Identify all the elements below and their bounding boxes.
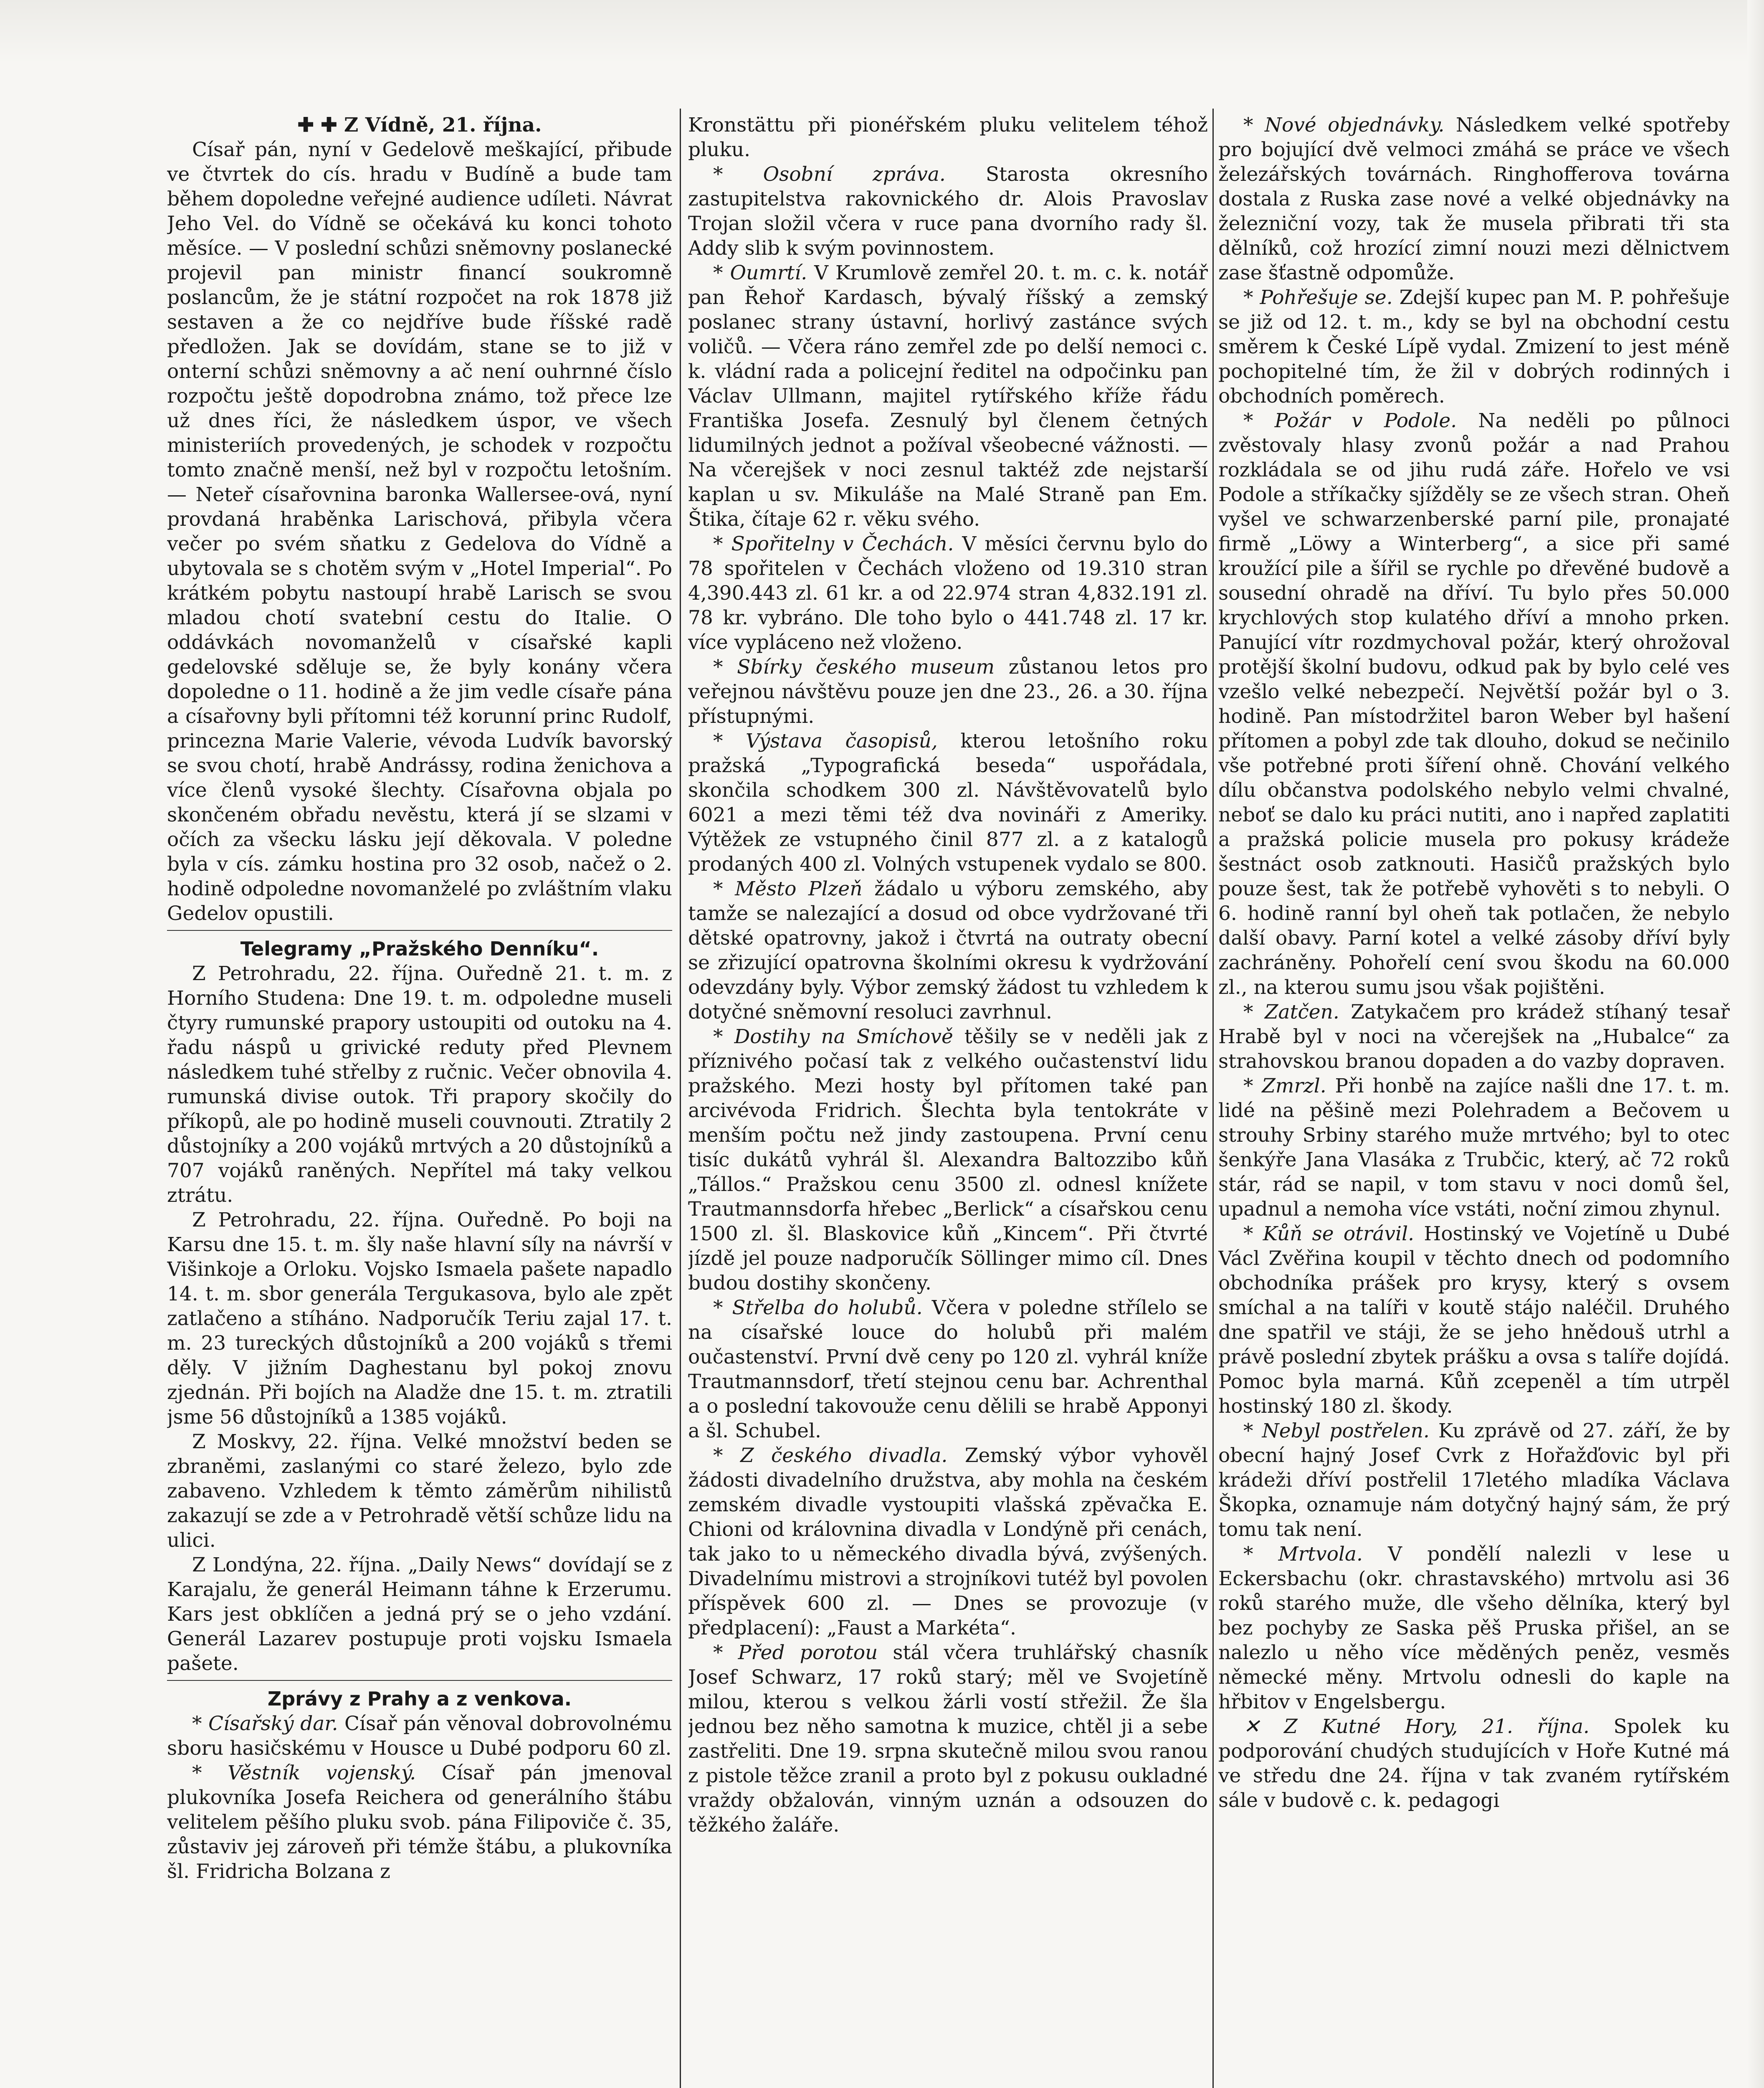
news-item: * Spořitelny v Čechách. V měsíci červnu bylo do 78 spořitelen v Čechách vloženo od 19.310 stran 4,390.443 zl. 61 kr. a od 22.974 stran 4,832.191 zl. 78 kr. vybráno. Dle toho bylo o 441.748 zl. 17 kr. více vypláceno než vloženo.: [688, 532, 1208, 654]
news-item-text: Následkem velké spotřeby pro bojující dvě velmoci zmáhá se práce ve všech železářských továrnách. Ringhofferova továrna dostala z Ruska zase nové a velké objednávky na železniční vozy, tak že musela přibrati tři sta dělníků, což hrozící zimní nouzi mezi dělnictvem zase šťastně odpomůže.: [1218, 114, 1730, 284]
news-item-title: Věstník vojenský.: [228, 1761, 416, 1784]
news-item-text: Včera v poledne střílelo se na císařské louce do holubů při malém oučastenství. První dvě ceny po 120 zl. vyhrál kníže Trautmannsdorf, třetí stejnou cenu bar. Achrenthal a o poslední takovouže cenu dělili se hrabě Apponyi a šl. Schubel.: [688, 1296, 1208, 1442]
news-item: * Věstník vojenský. Císař pán jmenoval plukovníka Josefa Reichera od generálního štábu velitelem pěšího pluku svob. pána Filipoviče č. 35, zůstaviv jej zároveň při témže štábu, a plukovníka šl. Fridricha Bolzana z: [167, 1761, 672, 1883]
news-item-text: Zemský výbor vyhověl žádosti divadelního družstva, aby mohla na českém zemském divadle vystoupiti vlašská zpěvačka E. Chioni od královnina divadla v Londýně při cenách, tak jako to u německého divadla bývá, zvýšených. Divadelnímu mistrovi a strojníkovi tutéž byl povolen příspěvek 600 zl. — Dnes se provozuje (v předplacení): „Faust a Markéta“.: [688, 1444, 1208, 1639]
column-left: [167, 113, 672, 2088]
news-item: * Město Plzeň žádalo u výboru zemského, aby tamže se nalezající a dosud od obce vydržované tři dětské opatrovny, jakož i čtvrtá na outraty obecní se zřizující opatrovna školními okresu k vydržování odevzdány byly. Výbor zemský žádost tu vzhledem k dotyčné sněmovní resoluci zavrhnul.: [688, 877, 1208, 1024]
news-item-title: Dostihy na Smíchově: [734, 1025, 953, 1048]
news-item: * Před porotou stál včera truhlářský chasník Josef Schwarz, 17 roků starý; měl ve Svojetíně milou, kterou s velkou žárli vostí střežil. Že šla jednou bez něho samotna k muzice, chtěl ji a sebe zastřeliti. Dne 19. srpna skutečně milou svou ranou z pistole těžce zranil a proto byl z pokusu oukladné vraždy obžalován, vinným uznán a odsouzen do těžkého žaláře.: [688, 1641, 1208, 1837]
news-item-title: Nové objednávky.: [1264, 114, 1445, 137]
column-rule: [680, 109, 681, 2088]
news-item: * Zatčen. Zatykačem pro krádež stíhaný tesař Hrabě byl v noci na včerejšek na „Hubalce“ za strahovskou branou dopaden a do vazby dopraven.: [1218, 1001, 1730, 1073]
news-item-title: Město Plzeň: [735, 877, 863, 900]
news-item-text: V měsíci červnu bylo do 78 spořitelen v Čechách vloženo od 19.310 stran 4,390.443 zl. 61 kr. a od 22.974 stran 4,832.191 zl. 78 kr. vybráno. Dle toho bylo o 441.748 zl. 17 kr. více vypláceno než vloženo.: [688, 532, 1208, 654]
news-item-title: Výstava časopisů,: [745, 730, 938, 753]
telegram-item: Z Moskvy, 22. října. Velké množství beden se zbraněmi, zaslanými co staré železo, bylo zde zabaveno. Vzhledem k těmto záměrům nihilistů zakazují se zde a v Petrohradě větší schůze lidu na ulici.: [167, 1430, 672, 1552]
news-item-title: Požár v Podole.: [1274, 409, 1457, 432]
news-item-title: Sbírky českého museum: [737, 656, 995, 679]
news-item-text: Na neděli po půlnoci zvěstovaly hlasy zvonů požár a nad Prahou rozkládala se od jihu rudá záře. Hořelo ve vsi Podole a stříkačky sjížděly se ze všech stran. Oheň vyšel ve schwarzenberské parní pile, pronajaté firmě „Löwy a Winterberg“, a sice při samé kroužící pile a šířil se rychle po dřevěné budově a sousední ohradě na dříví. Tu bylo přes 50.000 krychlových stop kulatého dříví a mnoho prken. Panující vítr rozdmychoval požár, který ohrožoval protější školní budovu, odkud pak by bylo celé ves vzešlo velké nebezpečí. Největší požár byl o 3. hodině. Pan místodržitel baron Weber byl hašení přítomen a pobyl zde tak dlouho, dokud se nečinilo vše potřebné proti šíření ohně. Chování velkého dílu občanstva podolského nebylo velmi chvalné, neboť se dalo ku práci nutiti, ano i napřed zaplatiti a pražská policie musela pro pokusy krádeže šestnáct osob zatknouti. Hasičů pražských bylo pouze šest, tak že potřebě vyhověti s to nebyli. O 6. hodině ranní byl oheň tak potlačen, že nebylo další obavy. Parní kotel a velké zásoby dříví byly zachráněny. Pohořelí cení svou škodu na 60.000 zl., na kterou sumu jsou však pojištěni.: [1218, 409, 1730, 999]
news-item: * Mrtvola. V pondělí nalezli v lese u Eckersbachu (okr. chrastavského) mrtvolu asi 36 roků starého muže, dle všeho dělníka, který byl bez pochyby ze Saska pěš Pruska přišel, an se nalezlo u něho více měděných peněz, vesměs německé měny. Mrtvolu odnesli do kaple na hřbitov v Engelsbergu.: [1218, 1543, 1730, 1713]
news-item: * Císařský dar. Císař pán věnoval dobrovolnému sboru hasičskému v Housce u Dubé podporu 60 zl.: [167, 1712, 672, 1760]
news-item-text: žádalo u výboru zemského, aby tamže se nalezající a dosud od obce vydržované tři dětské opatrovny, jakož i čtvrtá na outraty obecní se zřizující opatrovna školními okresu k vydržování odevzdány byly. Výbor zemský žádost tu vzhledem k dotyčné sněmovní resoluci zavrhnul.: [688, 877, 1208, 1024]
news-item-title: Zatčen.: [1264, 1001, 1339, 1024]
news-item-title: Osobní zpráva.: [763, 163, 946, 186]
news-item: * Požár v Podole. Na neděli po půlnoci zvěstovaly hlasy zvonů požár a nad Prahou rozkládala se od jihu rudá záře. Hořelo ve vsi Podole a stříkačky sjížděly se ze všech stran. Oheň vyšel ve schwarzenberské parní pile, pronajaté firmě „Löwy a Winterberg“, a sice při samé kroužící pile a šířil se rychle po dřevěné budově a sousední ohradě na dříví. Tu bylo přes 50.000 krychlových stop kulatého dříví a mnoho prken. Panující vítr rozdmychoval požár, který ohrožoval protější školní budovu, odkud pak by bylo celé ves vzešlo velké nebezpečí. Největší požár byl o 3. hodině. Pan místodržitel baron Weber byl hašení přítomen a pobyl zde tak dlouho, dokud se nečinilo vše potřebné proti šíření ohně. Chování velkého dílu občanstva podolského nebylo velmi chvalné, neboť se dalo ku práci nutiti, ano i napřed zaplatiti a pražská policie musela pro pokusy krádeže šestnáct osob zatknouti. Hasičů pražských bylo pouze šest, tak že potřebě vyhověti s to nebyli. O 6. hodině ranní byl oheň tak potlačen, že nebylo další obavy. Parní kotel a velké zásoby dříví byly zachráněny. Pohořelí cení svou škodu na 60.000 zl., na kterou sumu jsou však pojištěni.: [1218, 409, 1730, 999]
news-item-text: Zatykačem pro krádež stíhaný tesař Hrabě byl v noci na včerejšek na „Hubalce“ za strahovskou branou dopaden a do vazby dopraven.: [1218, 1001, 1730, 1073]
news-item-text: Starosta okresního zastupitelstva rakovnického dr. Alois Pravoslav Trojan složil včera v ruce pana dvorního rady šl. Addy slib k svým povinnostem.: [688, 163, 1208, 260]
scan-edge: [1747, 0, 1764, 2088]
news-item: * Z českého divadla. Zemský výbor vyhověl žádosti divadelního družstva, aby mohla na českém zemském divadle vystoupiti vlašská zpěvačka E. Chioni od královnina divadla v Londýně při cenách, tak jako to u německého divadla bývá, zvýšených. Divadelnímu mistrovi a strojníkovi tutéž byl povolen příspěvek 600 zl. — Dnes se provozuje (v předplacení): „Faust a Markéta“.: [688, 1444, 1208, 1639]
section-heading-telegrams: Telegramy „Pražského Denníku“.: [240, 938, 599, 960]
news-item-text: V Krumlově zemřel 20. t. m. c. k. notář pan Řehoř Kardasch, bývalý říšský a zemský poslanec strany ústavní, horlivý zastánce svých voličů. — Včera ráno zemřel zde po delší nemoci c. k. vládní rada a policejní ředitel na odpočinku pan Václav Ullmann, majitel rytířského kříže řádu Františka Josefa. Zesnulý byl členem četných lidumilných jednot a požíval všeobecné vážnosti. — Na včerejšek v noci zesnul taktéž zde nejstarší kaplan u sv. Mikuláše na Malé Straně pan Em. Štika, čítaje 62 r. věku svého.: [688, 261, 1208, 531]
telegram-item: Z Londýna, 22. října. „Daily News“ dovídají se z Karajalu, že generál Heimann táhne k Erzerumu. Kars jest obklíčen a jedná prý se o jeho vzdání. Generál Lazarev postupuje proti vojsku Ismaela pašete.: [167, 1553, 672, 1675]
scan-edge: [0, 0, 1764, 63]
news-item-title: Spořitelny v Čechách.: [731, 532, 954, 555]
news-item: * Střelba do holubů. Včera v poledne střílelo se na císařské louce do holubů při malém oučastenství. První dvě ceny po 120 zl. vyhrál kníže Trautmannsdorf, třetí stejnou cenu bar. Achrenthal a o poslední takovouže cenu dělili se hrabě Apponyi a šl. Schubel.: [688, 1296, 1208, 1442]
news-item-title: Pohřešuje se.: [1260, 286, 1393, 309]
news-item-text: Při honbě na zajíce našli dne 17. t. m. lidé na pěšině mezi Polehradem a Bečovem u strouhy Srbiny starého muže mrtvého; byl to otec šenkýře Jana Vlasáka z Trubčic, který, ač 72 roků stár, rád se napil, v tom stavu v noci domů šel, upadnul a nemoha více vstáti, noční zimou zhynul.: [1218, 1074, 1730, 1221]
news-item-text: Spolek ku podporování chudých studujících v Hoře Kutné má ve středu dne 24. října v tak zvaném rytířském sále v budově c. k. pedagogi: [1218, 1715, 1730, 1812]
news-item: * Kůň se otrávil. Hostinský ve Vojetíně u Dubé Václ Zvěřina koupil v těchto dnech od podomního obchodníka prášek pro krysy, který s ovsem smíchal a na talíři v koutě stájo naléčil. Druhého dne spatřil ve stáji, že se jeho hnědouš utrhl a právě poslední zbytek prášku a ovsa s talíře dojídá. Pomoc byla marná. Kůň zcepeněl a tím utrpěl hostinský 180 zl. škody.: [1218, 1222, 1730, 1418]
news-item-text: těšily se v neděli jak z příznivého počasí tak z velkého oučastenství lidu pražského. Mezi hosty byl přítomen také pan arcivévoda Fridrich. Šlechta byla tentokráte v menším počtu než jindy zastoupena. První cenu tisíc dukátů vyhrál šl. Alexandra Baltozzibo kůň „Tállos.“ Pražskou cenu 3500 zl. odnesl knížete Trautmannsdorfa hřebec „Berlick“ a císařskou cenu 1500 zl. šl. Blaskovice kůň „Kincem“. Při čtvrté jízdě jel pouze nadporučík Söllinger mimo cíl. Dnes budou dostihy skončeny.: [688, 1025, 1208, 1295]
news-item: * Oumrtí. V Krumlově zemřel 20. t. m. c. k. notář pan Řehoř Kardasch, bývalý říšský a zemský poslanec strany ústavní, horlivý zastánce svých voličů. — Včera ráno zemřel zde po delší nemoci c. k. vládní rada a policejní ředitel na odpočinku pan Václav Ullmann, majitel rytířského kříže řádu Františka Josefa. Zesnulý byl členem četných lidumilných jednot a požíval všeobecné vážnosti. — Na včerejšek v noci zesnul taktéž zde nejstarší kaplan u sv. Mikuláše na Malé Straně pan Em. Štika, čítaje 62 r. věku svého.: [688, 261, 1208, 531]
news-item: * Pohřešuje se. Zdejší kupec pan M. P. pohřešuje se již od 12. t. m., kdy se byl na obchodní cestu směrem k České Lípě vydal. Zmizení to jest méně pochopitelné tím, že žil v dobrých rodinných i obchodních poměrech.: [1218, 286, 1730, 408]
news-item: * Výstava časopisů, kterou letošního roku pražská „Typografická beseda“ uspořádala, skončila schodkem 300 zl. Návštěvovatelů bylo 6021 a mezi těmi též dva novináři z Ameriky. Výtěžek ze vstupného činil 877 zl. a z katalogů prodaných 400 zl. Volných vstupenek vydalo se 800.: [688, 730, 1208, 876]
news-item-text: stál včera truhlářský chasník Josef Schwarz, 17 roků starý; měl ve Svojetíně milou, kterou s velkou žárli vostí střežil. Že šla jednou bez něho samotna k muzice, chtěl ji a sebe zastřeliti. Dne 19. srpna skutečně milou svou ranou z pistole těžce zranil a proto byl z pokusu oukladné vraždy obžalován, vinným uznán a odsouzen do těžkého žaláře.: [688, 1641, 1208, 1837]
news-item: * Zmrzl. Při honbě na zajíce našli dne 17. t. m. lidé na pěšině mezi Polehradem a Bečovem u strouhy Srbiny starého muže mrtvého; byl to otec šenkýře Jana Vlasáka z Trubčic, který, ač 72 roků stár, rád se napil, v tom stavu v noci domů šel, upadnul a nemoha více vstáti, noční zimou zhynul.: [1218, 1074, 1730, 1221]
telegram-item: Z Petrohradu, 22. října. Ouředně 21. t. m. z Horního Studena: Dne 19. t. m. odpoledne museli čtyry rumunské prapory ustoupiti od outoku na 4. řadu náspů u grivické reduty před Plevnem následkem tuhé střelby z ručnic. Večer obnovila 4. rumunská divise outok. Tři prapory skočily do příkopů, ale po hodině museli couvnouti. Ztratily 2 důstojníky a 200 vojáků mrtvých a 20 důstojníků a 707 vojáků raněných. Nepřítel má taky velkou ztrátu.: [167, 962, 672, 1207]
news-item-text: Hostinský ve Vojetíně u Dubé Václ Zvěřina koupil v těchto dnech od podomního obchodníka prášek pro krysy, který s ovsem smíchal a na talíři v koutě stájo naléčil. Druhého dne spatřil ve stáji, že se jeho hnědouš utrhl a právě poslední zbytek prášku a ovsa s talíře dojídá. Pomoc byla marná. Kůň zcepeněl a tím utrpěl hostinský 180 zl. škody.: [1218, 1222, 1730, 1418]
news-item-title: Mrtvola.: [1278, 1543, 1363, 1566]
dateline-vienna: ✚ ✚ Z Vídně, 21. října.: [297, 114, 542, 137]
news-item-text: zůstanou letos pro veřejnou návštěvu pouze jen dne 23., 26. a 30. října přístupnými.: [688, 656, 1208, 728]
news-item-title: Kůň se otrávil.: [1263, 1222, 1415, 1245]
news-item-text: Zdejší kupec pan M. P. pohřešuje se již od 12. t. m., kdy se byl na obchodní cestu směrem k České Lípě vydal. Zmizení to jest méně pochopitelné tím, že žil v dobrých rodinných i obchodních poměrech.: [1218, 286, 1730, 408]
continued-text: Kronstättu při pionéřském pluku velitelem téhož pluku.: [688, 114, 1208, 161]
news-item: * Dostihy na Smíchově těšily se v neděli jak z příznivého počasí tak z velkého oučastenství lidu pražského. Mezi hosty byl přítomen také pan arcivévoda Fridrich. Šlechta byla tentokráte v menším počtu než jindy zastoupena. První cenu tisíc dukátů vyhrál šl. Alexandra Baltozzibo kůň „Tállos.“ Pražskou cenu 3500 zl. odnesl knížete Trautmannsdorfa hřebec „Berlick“ a císařskou cenu 1500 zl. šl. Blaskovice kůň „Kincem“. Při čtvrté jízdě jel pouze nadporučík Söllinger mimo cíl. Dnes budou dostihy skončeny.: [688, 1025, 1208, 1295]
news-item-title: Zmrzl.: [1262, 1074, 1326, 1097]
news-item: * Sbírky českého museum zůstanou letos pro veřejnou návštěvu pouze jen dne 23., 26. a 30. října přístupnými.: [688, 656, 1208, 728]
news-item: * Nové objednávky. Následkem velké spotřeby pro bojující dvě velmoci zmáhá se práce ve všech železářských továrnách. Ringhofferova továrna dostala z Ruska zase nové a velké objednávky na železniční vozy, tak že musela přibrati tři sta dělníků, což hrozící zimní nouzi mezi dělnictvem zase šťastně odpomůže.: [1218, 114, 1730, 284]
news-item-title: Císařský dar.: [208, 1712, 338, 1735]
news-item-kutna-hora: [1218, 1714, 1730, 1813]
news-item-text: Císař pán věnoval dobrovolnému sboru hasičskému v Housce u Dubé podporu 60 zl.: [167, 1712, 672, 1760]
news-item: * Osobní zpráva. Starosta okresního zastupitelstva rakovnického dr. Alois Pravoslav Trojan složil včera v ruce pana dvorního rady šl. Addy slib k svým povinnostem.: [688, 163, 1208, 260]
dateline-kutna-hora: ✕ Z Kutné Hory, 21. října.: [1243, 1715, 1589, 1738]
news-item-text: kterou letošního roku pražská „Typografická beseda“ uspořádala, skončila schodkem 300 zl. Návštěvovatelů bylo 6021 a mezi těmi též dva novináři z Ameriky. Výtěžek ze vstupného činil 877 zl. a z katalogů prodaných 400 zl. Volných vstupenek vydalo se 800.: [688, 730, 1208, 876]
news-item-text: Císař pán jmenoval plukovníka Josefa Reichera od generálního štábu velitelem pěšího pluku svob. pána Filipoviče č. 35, zůstaviv jej zároveň při témže štábu, a plukovníka šl. Fridricha Bolzana z: [167, 1761, 672, 1883]
news-item-text: Ku zprávě od 27. září, že by obecní hajný Josef Cvrk z Hořažďovic byl při krádeži dříví postřelil 17letého mladíka Václava Škopka, oznamuje nám dotyčný hajný sám, že prý tomu tak není.: [1218, 1419, 1730, 1541]
news-item-title: Z českého divadla.: [740, 1444, 948, 1467]
news-item-title: Před porotou: [738, 1641, 878, 1664]
column-rule: [1212, 109, 1214, 2088]
telegram-item: Z Petrohradu, 22. října. Ouředně. Po boji na Karsu dne 15. t. m. šly naše hlavní síly na návrší v Višinkoje a Orloku. Vojsko Ismaela pašete napadlo 14. t. m. sbor generála Tergukasova, bylo ale zpět zatlačeno a stíháno. Nadporučík Teriu zajal 17. t. m. 23 tureckých důstojníků a 200 vojáků s třemi děly. V jižním Daghestanu byl pokoj znovu zjednán. Při bojích na Aladže dne 15. t. m. ztratili jsme 56 důstojníků a 1385 vojáků.: [167, 1209, 672, 1429]
news-item-text: V pondělí nalezli v lese u Eckersbachu (okr. chrastavského) mrtvolu asi 36 roků starého muže, dle všeho dělníka, který byl bez pochyby ze Saska pěš Pruska přišel, an se nalezlo u něho více měděných peněz, vesměs německé měny. Mrtvolu odnesli do kaple na hřbitov v Engelsbergu.: [1218, 1543, 1730, 1713]
news-item-title: Nebyl postřelen.: [1262, 1419, 1430, 1442]
news-item-title: Střelba do holubů.: [732, 1296, 923, 1319]
news-item: * Nebyl postřelen. Ku zprávě od 27. září, že by obecní hajný Josef Cvrk z Hořažďovic byl při krádeži dříví postřelil 17letého mladíka Václava Škopka, oznamuje nám dotyčný hajný sám, že prý tomu tak není.: [1218, 1419, 1730, 1541]
article-vienna: Císař pán, nyní v Gedelově meškající, přibude ve čtvrtek do cís. hradu v Budíně a bude tam během dopoledne veřejné audience udíleti. Návrat Jeho Vel. do Vídně se očekává ku konci tohoto měsíce. — V poslední schůzi sněmovny poslanecké projevil pan ministr financí soukromně poslancům, že je státní rozpočet na rok 1878 již sestaven a že co nejdříve bude říšské radě předložen. Jak se dovídám, stane se to již v onterní schůzi sněmovny a ač není ouhrnné číslo rozpočtu ještě dopodrobna známo, tož přece lze už dnes říci, že následkem úspor, ve všech ministeriích provedených, je schodek v rozpočtu tomto značně menší, než byl v rozpočtu letošním. — Neteř císařovnina baronka Wallersee-ová, nyní provdaná hraběnka Larischová, přibyla včera večer po svém sňatku z Gedelova do Vídně a ubytovala se s chotěm svým v „Hotel Imperial“. Po krátkém pobytu nastoupí hrabě Larisch se svou mladou chotí svatební cestu do Italie. O oddávkách novomanželů v císařské kapli gedelovské sděluje se, že byly konány včera dopoledne o 11. hodině a že jim vedle císaře pána a císařovny byli přítomni též korunní princ Rudolf, princezna Marie Valerie, vévoda Ludvík bavorský se svou chotí, hrabě Andrássy, rodina ženichova a více členů vysoké šlechty. Císařovna objala po skončeném obřadu nevěstu, která jí se slzami v očích za všecku lásku její děkovala. V poledne byla v cís. zámku hostina pro 32 osob, načež o 2. hodině odpoledne novomanželé po zvláštním vlaku Gedelov opustili.: [167, 138, 672, 925]
column-middle: [688, 113, 1208, 2088]
divider: [167, 930, 672, 931]
column-right: [1218, 113, 1730, 2088]
divider: [167, 1680, 672, 1681]
news-item-title: Oumrtí.: [730, 261, 807, 284]
section-heading-news: Zprávy z Prahy a z venkova.: [267, 1688, 572, 1710]
